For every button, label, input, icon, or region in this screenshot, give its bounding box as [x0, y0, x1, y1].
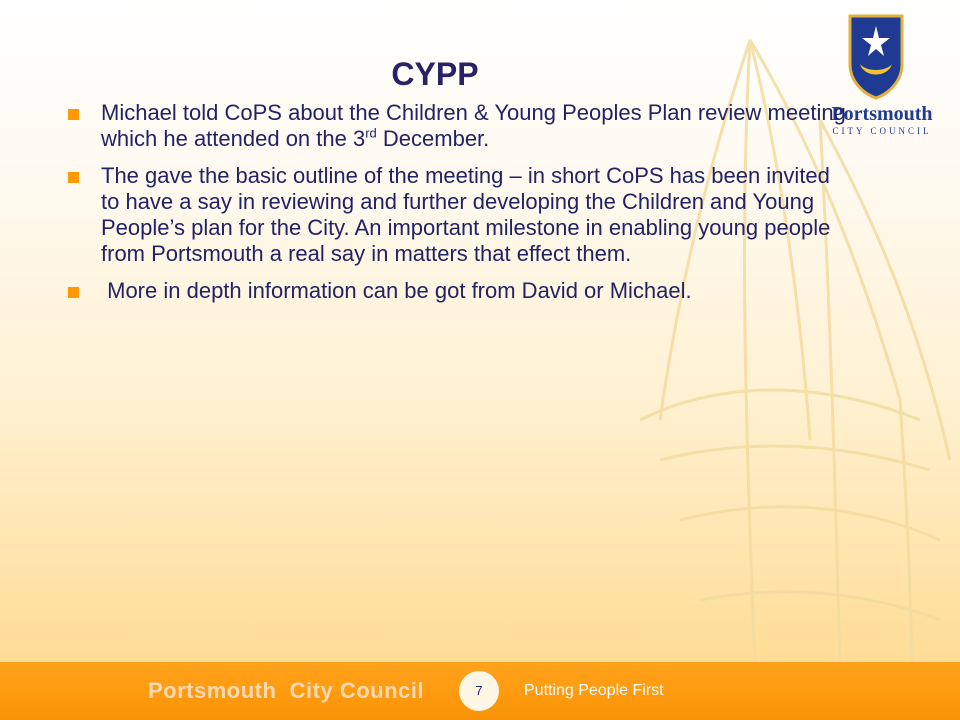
bullet-list [66, 100, 846, 315]
bullet-square-icon [68, 172, 79, 183]
footer-bar [0, 662, 960, 720]
bullet-superscript: rd [365, 125, 377, 141]
logo-subname: CITY COUNCIL [832, 126, 932, 136]
logo-name: Portsmouth [831, 103, 933, 125]
bullet-item-1 [66, 100, 846, 152]
page-number-badge: 7 [459, 671, 499, 711]
bullet-square-icon [68, 109, 79, 120]
bullet-text: Michael told CoPS about the Children & Young Peoples Plan review meeting which he attended on the 3 [101, 100, 846, 151]
bullet-square-icon [68, 287, 79, 298]
slide-title: CYPP [391, 56, 479, 92]
bullet-item-2 [66, 163, 846, 267]
bullet-text: More in depth information can be got from David or Michael. [101, 278, 692, 303]
bullet-text-tail: December. [376, 126, 490, 151]
footer-motto: Putting People First [524, 682, 664, 699]
footer-organization: Portsmouth City Council [148, 678, 424, 703]
bullet-item-3 [66, 278, 846, 304]
bullet-text: The gave the basic outline of the meeting – in short CoPS has been invited to have a say in reviewing and further developing the Children and Young People’s plan for the City. An important milestone in enabling young people from Portsmouth a real say in matters that effect them. [101, 163, 831, 266]
